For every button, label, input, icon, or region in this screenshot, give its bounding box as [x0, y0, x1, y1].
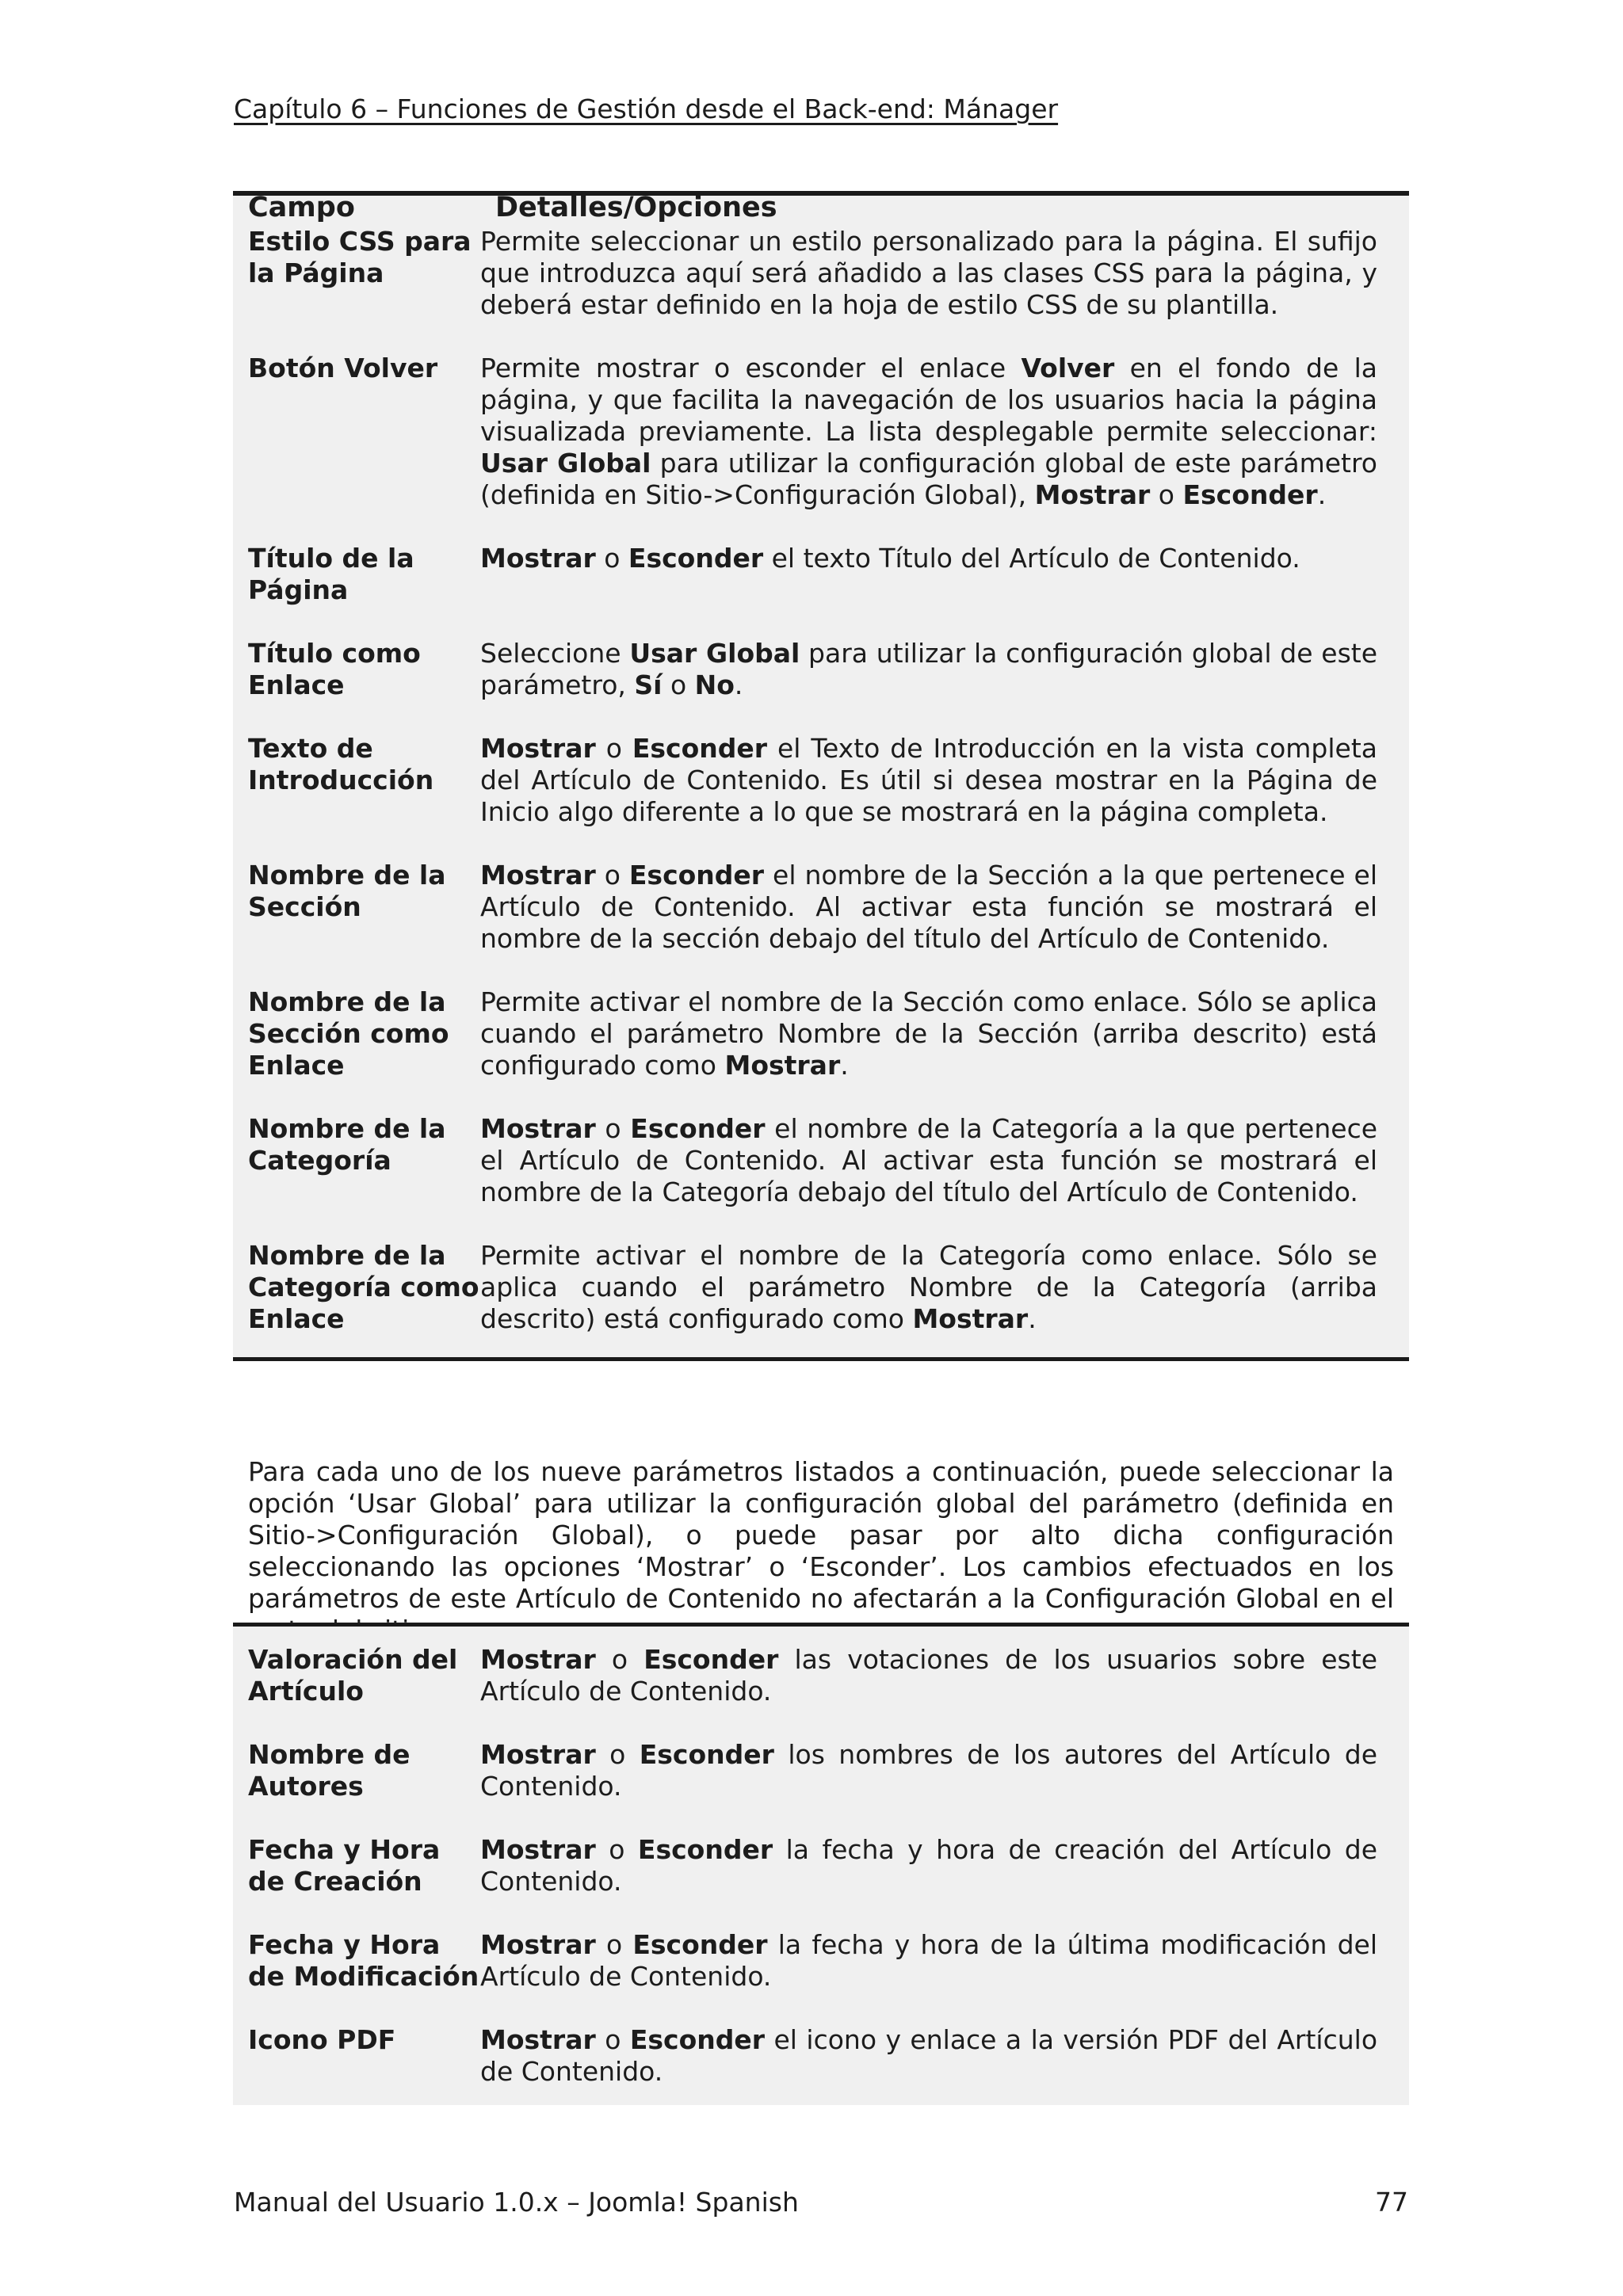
table-row — [233, 860, 1409, 955]
bold-option: Esconder — [630, 1113, 766, 1144]
field-name: Nombre de la Categoría como Enlace — [248, 1240, 479, 1334]
field-name: Título como Enlace — [248, 638, 421, 700]
table-row — [233, 226, 1409, 321]
field-name: Estilo CSS para la Página — [248, 226, 472, 288]
details-text: o — [595, 1929, 633, 1960]
table-row — [233, 2024, 1409, 2088]
field-details — [480, 226, 1377, 321]
table-row — [233, 638, 1409, 701]
table-row — [233, 1929, 1409, 1993]
details-text: . — [1317, 479, 1327, 510]
field-name: Icono PDF — [248, 2024, 396, 2055]
details-text: en el fondo de la página, y que facilita la navegación de los usuarios hacia la página visualizada previamente. La lista desplegable permite seleccionar: — [480, 353, 1377, 447]
parameters-table — [233, 111, 1409, 1361]
details-text: Permite mostrar o esconder el enlace — [480, 353, 1022, 383]
table-header — [233, 111, 1409, 223]
bold-option: Mostrar — [480, 733, 596, 764]
bold-option: Esconder — [632, 1929, 768, 1960]
field-details — [480, 543, 1377, 606]
bold-option: Mostrar — [724, 1050, 841, 1081]
bold-option: Esconder — [628, 543, 764, 574]
bold-option: Volver — [1021, 353, 1115, 383]
intro-paragraph: Para cada uno de los nueve parámetros listados a continuación, puede seleccionar la opción ‘Usar Global’ para utilizar la configuración global del parámetro (definida en Sitio->Configuración Global), o puede pasar por alto dicha configuración seleccionando las opciones ‘Mostrar’ o ‘Esconder’. Los cambios efectuados en los parámetros de este Artículo de Contenido no afectarán a la Configuración Global en el — [248, 1456, 1394, 1614]
field-name: Nombre de la Sección como Enlace — [248, 986, 449, 1081]
bold-option: Mostrar — [480, 1644, 596, 1675]
details-text: . — [1028, 1303, 1037, 1334]
table-row — [233, 986, 1409, 1081]
bold-option: Mostrar — [1034, 479, 1151, 510]
bold-option: No — [694, 669, 735, 700]
field-details — [480, 1739, 1377, 1802]
field-details — [480, 1240, 1377, 1335]
field-details — [480, 1113, 1377, 1208]
field-details — [480, 1929, 1377, 1993]
bold-option: Mostrar — [480, 2024, 596, 2055]
details-text: Seleccione — [480, 638, 630, 669]
bold-option: Mostrar — [480, 1834, 596, 1865]
field-details — [480, 733, 1377, 828]
field-name: Nombre de la Sección — [248, 860, 446, 922]
table-row — [233, 1644, 1409, 1707]
details-text: los nombres de los autores del Artículo de Contenido. — [480, 1739, 1377, 1802]
bold-option: Sí — [634, 669, 663, 700]
bold-option: Usar Global — [480, 448, 651, 479]
table-row — [233, 353, 1409, 511]
details-text: o — [595, 860, 629, 891]
bold-option: Esconder — [1182, 479, 1318, 510]
details-text: o — [595, 543, 628, 574]
bold-option: Mostrar — [480, 860, 596, 891]
bold-option: Esconder — [632, 733, 768, 764]
bold-option: Mostrar — [912, 1303, 1029, 1334]
field-details — [480, 986, 1377, 1081]
bold-option: Mostrar — [480, 1739, 596, 1770]
field-details — [480, 2024, 1377, 2088]
details-text: o — [1150, 479, 1183, 510]
details-text: o — [595, 1739, 640, 1770]
details-text: el Texto de Introducción en la vista completa del Artículo de Contenido. Es útil si desea mostrar en la Página de Inicio algo diferente a lo que se mostrará en la página completa. — [480, 733, 1377, 827]
parameters-table-2 — [233, 1623, 1409, 2105]
details-text: el icono y enlace a la versión PDF del Artículo de Contenido. — [480, 2024, 1378, 2087]
details-text: o — [595, 733, 632, 764]
column-header-details: Detalles/Opciones — [495, 192, 777, 223]
details-text: el texto Título del Artículo de Contenido. — [763, 543, 1300, 574]
details-text: Permite activar el nombre de la Sección como enlace. Sólo se aplica cuando el parámetro Nombre de la Sección (arriba descrito) está configurado como — [480, 986, 1377, 1081]
details-text: la fecha y hora de la última modificación del Artículo de Contenido. — [480, 1929, 1378, 1992]
details-text: el nombre de la Sección a la que pertenece el Artículo de Contenido. Al activar esta función se mostrará el nombre de la sección debajo del título del Artículo de Contenido. — [480, 860, 1378, 954]
details-text: la fecha y hora de creación del Artículo de Contenido. — [480, 1834, 1378, 1897]
details-text: Permite seleccionar un estilo personalizado para la página. El sufijo que introduzca aquí será añadido a las clases CSS para la página, y deberá estar definido en la hoja de estilo CSS de su plantilla. — [480, 226, 1377, 320]
details-text: o — [595, 2024, 630, 2055]
field-name: Nombre de Autores — [248, 1739, 411, 1802]
bold-option: Esconder — [629, 2024, 766, 2055]
details-text: Permite activar el nombre de la Categoría como enlace. Sólo se aplica cuando el parámetro Nombre de la Categoría (arriba descrito) está configurado como — [480, 1240, 1377, 1334]
details-text: el nombre de la Categoría a la que pertenece el Artículo de Contenido. Al activar esta función se mostrará el nombre de la Categoría debajo del título del Artículo de Contenido. — [480, 1113, 1378, 1207]
bold-option: Mostrar — [480, 1113, 596, 1144]
details-text: o — [595, 1834, 638, 1865]
bold-option: Esconder — [643, 1644, 779, 1675]
field-name: Título de la Página — [248, 543, 414, 605]
details-text: para utilizar la configuración global de este parámetro, — [480, 638, 1378, 700]
field-name: Valoración del Artículo — [248, 1644, 458, 1707]
page-header: Capítulo 6 – Funciones de Gestión desde el Back-end: Mánager — [234, 93, 1059, 124]
bold-option: Mostrar — [480, 543, 596, 574]
bold-option: Esconder — [637, 1834, 773, 1865]
table-row — [233, 1240, 1409, 1335]
table-row — [233, 543, 1409, 606]
bold-option: Mostrar — [480, 1929, 596, 1960]
field-name: Nombre de la Categoría — [248, 1113, 446, 1176]
details-text: o — [595, 1644, 644, 1675]
column-header-field: Campo — [248, 192, 355, 223]
details-text: . — [734, 669, 743, 700]
details-text: o — [662, 669, 695, 700]
details-text: o — [595, 1113, 631, 1144]
details-text: para utilizar la configuración global de este parámetro (definida en Sitio->Configuración Global), — [480, 448, 1377, 510]
table-row — [233, 733, 1409, 828]
bold-option: Esconder — [639, 1739, 774, 1770]
bold-option: Usar Global — [629, 638, 800, 669]
field-details — [480, 353, 1377, 511]
footer-title: Manual del Usuario 1.0.x – Joomla! Spanish — [234, 2187, 799, 2218]
table-body-2 — [233, 1623, 1409, 2105]
table-row — [233, 1739, 1409, 1802]
field-details — [480, 860, 1377, 955]
bold-option: Esconder — [628, 860, 765, 891]
table-row — [233, 1113, 1409, 1208]
field-name: Texto de Introducción — [248, 733, 434, 795]
page-number: 77 — [1375, 2187, 1408, 2218]
field-details — [480, 1644, 1377, 1707]
field-details — [480, 638, 1377, 701]
field-name: Fecha y Hora de Modificación — [248, 1929, 479, 1992]
details-text: . — [840, 1050, 849, 1081]
field-details — [480, 1834, 1377, 1897]
details-text: las votaciones de los usuarios sobre este Artículo de Contenido. — [480, 1644, 1377, 1707]
field-name: Botón Volver — [248, 353, 438, 383]
field-name: Fecha y Hora de Creación — [248, 1834, 441, 1897]
table-body — [233, 196, 1409, 1361]
table-row — [233, 1834, 1409, 1897]
